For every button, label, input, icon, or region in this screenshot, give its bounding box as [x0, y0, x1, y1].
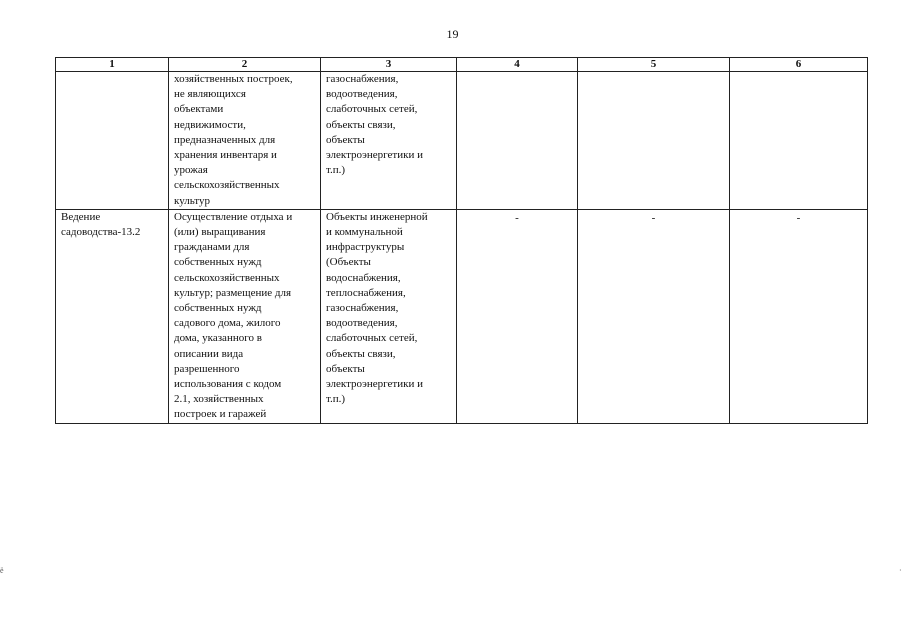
cell-text: -	[651, 211, 656, 224]
column-header-5: 5	[578, 58, 730, 72]
cell-text: -	[515, 211, 519, 224]
table-cell	[730, 209, 868, 423]
cell-text: газоснабжения, водоотведения, слаботочных сетей, объекты связи, объекты электроэнергетики и т.п.)	[326, 73, 423, 177]
cell-text: хозяйственных построек, не являющихся объектами недвижимости, предназначенных для хранения инвентаря и урожая сельскохозяйственных культур	[174, 73, 293, 207]
document-table	[55, 57, 868, 424]
table-cell	[169, 209, 321, 423]
table-cell	[578, 72, 730, 210]
table-header-row	[56, 58, 868, 72]
table-row	[56, 72, 868, 210]
left-margin-mark: ё	[0, 566, 4, 575]
page-number: 19	[446, 27, 459, 41]
cell-text: Объекты инженерной и коммунальной инфраструктуры (Объекты водоснабжения, теплоснабжения, газоснабжения, водоотведения, слаботочных сетей, объекты связи, объекты электроэнергетики и т.п.)	[326, 210, 428, 406]
table-cell	[169, 72, 321, 210]
table-cell	[457, 72, 578, 210]
column-header-6: 6	[730, 58, 868, 72]
column-header-2: 2	[169, 58, 321, 72]
column-header-4: 4	[457, 58, 578, 72]
table-cell	[457, 209, 578, 423]
column-header-3: 3	[321, 58, 457, 72]
table-row	[56, 209, 868, 423]
column-header-1: 1	[56, 58, 169, 72]
cell-text: -	[796, 211, 801, 224]
right-margin-mark: ·	[899, 566, 902, 575]
table-cell	[730, 72, 868, 210]
cell-text: Ведение садоводства-13.2	[61, 210, 141, 239]
table-cell	[56, 209, 169, 423]
table-cell	[321, 72, 457, 210]
cell-text: Осуществление отдыха и (или) выращивания гражданами для собственных нужд сельскохозяйственных культур; размещение для собственных нужд садового дома, жилого дома, указанного в описании вида разрешенного использования с кодом 2.1, хозяйственных построек и гаражей	[174, 210, 293, 421]
table-cell	[321, 209, 457, 423]
table-cell	[56, 72, 169, 210]
table-cell	[578, 209, 730, 423]
